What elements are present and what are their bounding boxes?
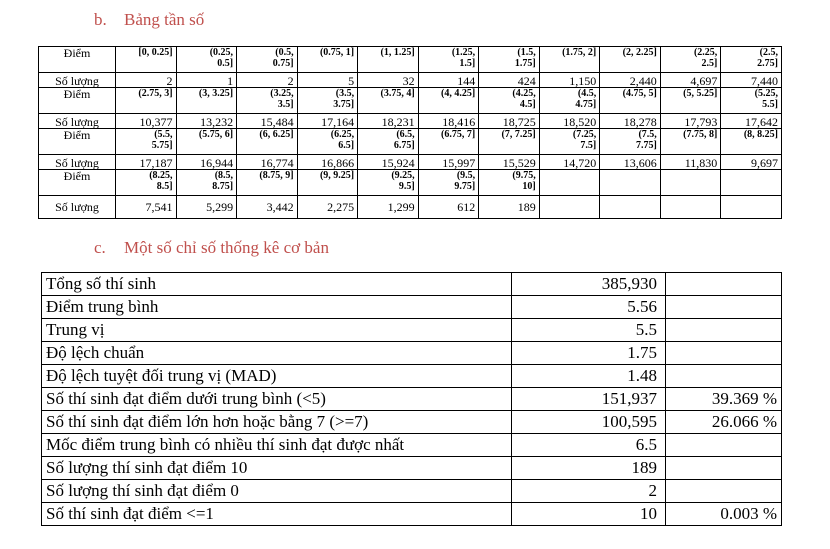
count-cell: 16,774	[237, 155, 298, 170]
score-row-header: Điểm	[39, 170, 116, 196]
score-interval-cell	[600, 88, 661, 114]
section-c-title: Một số chỉ số thống kê cơ bản	[124, 238, 329, 257]
score-interval-line	[119, 99, 173, 110]
stat-percent-cell: 26.066 %	[666, 411, 782, 434]
score-interval-line: 9.5]	[398, 181, 415, 192]
score-interval-cell	[721, 170, 782, 196]
stat-row	[42, 457, 782, 480]
stat-percent-cell: 39.369 %	[666, 388, 782, 411]
stat-value-cell: 1.48	[512, 365, 666, 388]
score-interval-cell	[721, 129, 782, 155]
score-interval-cell	[176, 129, 237, 155]
score-interval-line: 10]	[522, 181, 536, 192]
stat-row	[42, 365, 782, 388]
score-interval-line: (5.25,	[754, 88, 778, 99]
stat-value-cell: 5.5	[512, 319, 666, 342]
score-interval-cell	[116, 170, 177, 196]
count-cell: 2,440	[600, 73, 661, 88]
section-b-title: Bảng tần số	[124, 10, 205, 29]
score-row-header: Điểm	[39, 47, 116, 73]
score-interval-line: 5.5]	[762, 99, 778, 110]
count-cell: 17,642	[721, 114, 782, 129]
stat-row	[42, 411, 782, 434]
stat-name-cell: Số lượng thí sinh đạt điểm 10	[42, 457, 512, 480]
score-interval-line	[664, 99, 718, 110]
score-interval-cell	[600, 170, 661, 196]
score-interval-line: (4.75, 5]	[622, 88, 657, 99]
count-cell: 17,187	[116, 155, 177, 170]
count-cell: 7,440	[721, 73, 782, 88]
score-interval-line	[543, 58, 597, 69]
score-row	[39, 129, 782, 155]
score-interval-line: 7.5]	[580, 140, 597, 151]
score-interval-line: (2.5,	[759, 47, 778, 58]
count-cell	[721, 196, 782, 219]
count-cell: 18,520	[539, 114, 600, 129]
stat-value-cell: 2	[512, 480, 666, 503]
score-interval-line: (2, 2.25]	[622, 47, 657, 58]
count-cell: 18,278	[600, 114, 661, 129]
stat-percent-cell	[666, 319, 782, 342]
score-interval-line: (7, 7.25]	[501, 129, 536, 140]
score-interval-cell	[418, 47, 479, 73]
count-cell: 9,697	[721, 155, 782, 170]
count-cell: 7,541	[116, 196, 177, 219]
score-interval-line	[664, 170, 718, 181]
score-interval-cell	[237, 88, 298, 114]
count-row	[39, 155, 782, 170]
stat-value-cell: 100,595	[512, 411, 666, 434]
stat-name-cell: Số thí sinh đạt điểm dưới trung bình (<5)	[42, 388, 512, 411]
score-interval-line	[119, 58, 173, 69]
stat-row	[42, 480, 782, 503]
score-interval-line: 5.75]	[151, 140, 173, 151]
score-interval-cell	[358, 88, 419, 114]
score-interval-line	[603, 181, 657, 192]
stat-row	[42, 296, 782, 319]
score-interval-cell	[660, 129, 721, 155]
count-cell: 17,793	[660, 114, 721, 129]
score-interval-line	[301, 58, 355, 69]
score-interval-line: (8.25,	[149, 170, 173, 181]
score-interval-line: 0.5]	[217, 58, 234, 69]
score-interval-line: (3.5,	[335, 88, 355, 99]
score-interval-line: (1, 1.25]	[380, 47, 415, 58]
score-interval-line: 4.75]	[575, 99, 597, 110]
score-row	[39, 47, 782, 73]
stat-name-cell: Mốc điểm trung bình có nhiều thí sinh đạt được nhất	[42, 434, 512, 457]
stat-name-cell: Độ lệch chuẩn	[42, 342, 512, 365]
score-interval-line: (1.25,	[451, 47, 476, 58]
score-interval-line: 3.75]	[333, 99, 355, 110]
score-interval-line	[603, 170, 657, 181]
stat-name-cell: Độ lệch tuyệt đối trung vị (MAD)	[42, 365, 512, 388]
stat-percent-cell	[666, 365, 782, 388]
score-interval-line: 4.5]	[519, 99, 536, 110]
stat-row	[42, 434, 782, 457]
score-interval-line	[543, 170, 597, 181]
score-interval-line: (3, 3.25]	[198, 88, 234, 99]
stat-name-cell: Điểm trung bình	[42, 296, 512, 319]
count-cell: 13,606	[600, 155, 661, 170]
score-interval-cell	[600, 47, 661, 73]
stat-value-cell: 189	[512, 457, 666, 480]
score-interval-line: (2.75, 3]	[138, 88, 173, 99]
score-interval-line	[361, 99, 415, 110]
stat-percent-cell	[666, 457, 782, 480]
count-cell: 18,231	[358, 114, 419, 129]
score-interval-line	[361, 58, 415, 69]
score-interval-cell	[237, 129, 298, 155]
stat-percent-cell	[666, 342, 782, 365]
count-cell: 189	[479, 196, 540, 219]
score-interval-line: 3.5]	[277, 99, 294, 110]
score-interval-line: 8.75]	[212, 181, 234, 192]
score-interval-line: (3.75, 4]	[380, 88, 415, 99]
stat-value-cell: 6.5	[512, 434, 666, 457]
score-interval-cell	[539, 47, 600, 73]
score-interval-cell	[297, 88, 358, 114]
score-interval-cell	[418, 88, 479, 114]
score-interval-line: (7.75, 8]	[683, 129, 718, 140]
score-interval-line: (9, 9.25]	[319, 170, 355, 181]
score-interval-cell	[721, 88, 782, 114]
score-interval-line: [0, 0.25]	[138, 47, 173, 58]
score-interval-cell	[660, 47, 721, 73]
score-interval-line: (9.75,	[512, 170, 536, 181]
score-interval-line	[422, 140, 476, 151]
section-c-label: c.	[94, 238, 106, 257]
score-interval-cell	[721, 47, 782, 73]
score-interval-cell	[418, 170, 479, 196]
section-c-heading	[94, 238, 329, 258]
count-cell	[539, 196, 600, 219]
score-interval-cell	[297, 47, 358, 73]
score-interval-line	[301, 181, 355, 192]
stat-name-cell: Tổng số thí sinh	[42, 273, 512, 296]
score-interval-cell	[116, 129, 177, 155]
score-interval-line	[603, 99, 657, 110]
count-cell: 424	[479, 73, 540, 88]
score-interval-cell	[600, 129, 661, 155]
score-interval-line	[240, 181, 294, 192]
score-interval-line: 6.75]	[393, 140, 415, 151]
stat-row	[42, 273, 782, 296]
score-interval-line: (5, 5.25]	[683, 88, 718, 99]
count-cell: 1	[176, 73, 237, 88]
score-interval-cell	[479, 170, 540, 196]
score-interval-line: (8.75, 9]	[259, 170, 294, 181]
score-interval-cell	[297, 170, 358, 196]
count-row	[39, 73, 782, 88]
stat-percent-cell	[666, 296, 782, 319]
score-interval-cell	[539, 88, 600, 114]
count-row-header: Số lượng	[39, 114, 116, 129]
count-cell: 5,299	[176, 196, 237, 219]
stat-percent-cell	[666, 434, 782, 457]
count-cell: 4,697	[660, 73, 721, 88]
score-interval-line: (9.5,	[456, 170, 476, 181]
score-interval-line: 1.75]	[514, 58, 536, 69]
count-row-header: Số lượng	[39, 73, 116, 88]
score-interval-line: 9.75]	[454, 181, 476, 192]
score-interval-cell	[660, 170, 721, 196]
score-interval-line: 7.75]	[635, 140, 657, 151]
stat-name-cell: Số thí sinh đạt điểm <=1	[42, 503, 512, 526]
score-interval-cell	[539, 129, 600, 155]
score-interval-line	[724, 140, 778, 151]
score-interval-line	[664, 181, 718, 192]
count-cell: 18,725	[479, 114, 540, 129]
score-interval-line: (1.75, 2]	[562, 47, 597, 58]
score-interval-cell	[297, 129, 358, 155]
stat-value-cell: 151,937	[512, 388, 666, 411]
score-interval-line: (0.75, 1]	[319, 47, 355, 58]
score-row	[39, 170, 782, 196]
score-interval-line: (4, 4.25]	[441, 88, 476, 99]
score-interval-cell	[237, 170, 298, 196]
score-interval-line: (8, 8.25]	[743, 129, 778, 140]
score-row	[39, 88, 782, 114]
count-cell: 15,529	[479, 155, 540, 170]
stat-row	[42, 342, 782, 365]
count-row-header: Số lượng	[39, 196, 116, 219]
score-interval-line: 1.5]	[459, 58, 476, 69]
count-cell: 5	[297, 73, 358, 88]
frequency-table	[38, 46, 782, 219]
score-interval-line: (0.25,	[209, 47, 234, 58]
score-interval-cell	[116, 47, 177, 73]
score-interval-line: (9.25,	[391, 170, 415, 181]
count-row	[39, 196, 782, 219]
section-b-label: b.	[94, 10, 107, 29]
statistics-table	[41, 272, 782, 526]
score-interval-line: 2.5]	[701, 58, 718, 69]
score-interval-line: (8.5,	[214, 170, 234, 181]
score-interval-line: (2.25,	[693, 47, 718, 58]
score-interval-cell	[358, 129, 419, 155]
stat-value-cell: 385,930	[512, 273, 666, 296]
stat-name-cell: Trung vị	[42, 319, 512, 342]
count-cell: 15,484	[237, 114, 298, 129]
score-interval-line	[724, 170, 778, 181]
count-cell: 15,924	[358, 155, 419, 170]
count-row	[39, 114, 782, 129]
count-cell: 1,150	[539, 73, 600, 88]
score-interval-line	[422, 99, 476, 110]
score-interval-line: (6.25,	[330, 129, 355, 140]
score-interval-line	[543, 181, 597, 192]
count-cell: 16,944	[176, 155, 237, 170]
count-cell: 10,377	[116, 114, 177, 129]
count-cell: 2,275	[297, 196, 358, 219]
count-cell: 2	[237, 73, 298, 88]
count-cell: 15,997	[418, 155, 479, 170]
stat-value-cell: 10	[512, 503, 666, 526]
score-interval-cell	[479, 47, 540, 73]
score-interval-line: (0.5,	[275, 47, 294, 58]
count-cell	[660, 196, 721, 219]
score-row-header: Điểm	[39, 88, 116, 114]
score-interval-line	[482, 140, 536, 151]
score-interval-cell	[660, 88, 721, 114]
score-interval-line	[180, 140, 234, 151]
stat-name-cell: Số thí sinh đạt điểm lớn hơn hoặc bằng 7 (>=7)	[42, 411, 512, 434]
stat-percent-cell: 0.003 %	[666, 503, 782, 526]
score-row-header: Điểm	[39, 129, 116, 155]
count-cell: 17,164	[297, 114, 358, 129]
score-interval-line: 8.5]	[156, 181, 173, 192]
score-interval-line: 2.75]	[757, 58, 778, 69]
count-cell: 2	[116, 73, 177, 88]
score-interval-line: (3.25,	[270, 88, 294, 99]
score-interval-line: (6, 6.25]	[259, 129, 294, 140]
count-row-header: Số lượng	[39, 155, 116, 170]
count-cell: 144	[418, 73, 479, 88]
score-interval-cell	[116, 88, 177, 114]
count-cell: 18,416	[418, 114, 479, 129]
count-cell: 1,299	[358, 196, 419, 219]
count-cell: 16,866	[297, 155, 358, 170]
score-interval-line: (5.5,	[154, 129, 173, 140]
count-cell: 13,232	[176, 114, 237, 129]
score-interval-line: (7.5,	[638, 129, 657, 140]
score-interval-line: 6.5]	[338, 140, 355, 151]
stat-value-cell: 1.75	[512, 342, 666, 365]
count-cell: 3,442	[237, 196, 298, 219]
score-interval-line: (4.25,	[512, 88, 536, 99]
score-interval-line: (1.5,	[517, 47, 536, 58]
score-interval-line: (4.5,	[577, 88, 597, 99]
score-interval-line	[240, 140, 294, 151]
score-interval-cell	[479, 88, 540, 114]
score-interval-line	[664, 140, 718, 151]
score-interval-cell	[176, 47, 237, 73]
score-interval-line	[724, 181, 778, 192]
score-interval-cell	[176, 88, 237, 114]
count-cell: 612	[418, 196, 479, 219]
count-cell: 32	[358, 73, 419, 88]
score-interval-line: 0.75]	[272, 58, 294, 69]
score-interval-cell	[418, 129, 479, 155]
stat-name-cell: Số lượng thí sinh đạt điểm 0	[42, 480, 512, 503]
score-interval-cell	[539, 170, 600, 196]
stat-row	[42, 388, 782, 411]
score-interval-line	[180, 99, 234, 110]
score-interval-line: (6.75, 7]	[441, 129, 476, 140]
score-interval-cell	[176, 170, 237, 196]
score-interval-cell	[358, 47, 419, 73]
score-interval-line: (7.25,	[572, 129, 597, 140]
score-interval-line: (6.5,	[396, 129, 415, 140]
count-cell	[600, 196, 661, 219]
stat-row	[42, 503, 782, 526]
score-interval-cell	[358, 170, 419, 196]
score-interval-cell	[237, 47, 298, 73]
score-interval-line	[603, 58, 657, 69]
count-cell: 14,720	[539, 155, 600, 170]
stat-percent-cell	[666, 480, 782, 503]
count-cell: 11,830	[660, 155, 721, 170]
stat-row	[42, 319, 782, 342]
score-interval-line: (5.75, 6]	[198, 129, 234, 140]
stat-percent-cell	[666, 273, 782, 296]
stat-value-cell: 5.56	[512, 296, 666, 319]
section-b-heading	[94, 10, 204, 30]
score-interval-cell	[479, 129, 540, 155]
